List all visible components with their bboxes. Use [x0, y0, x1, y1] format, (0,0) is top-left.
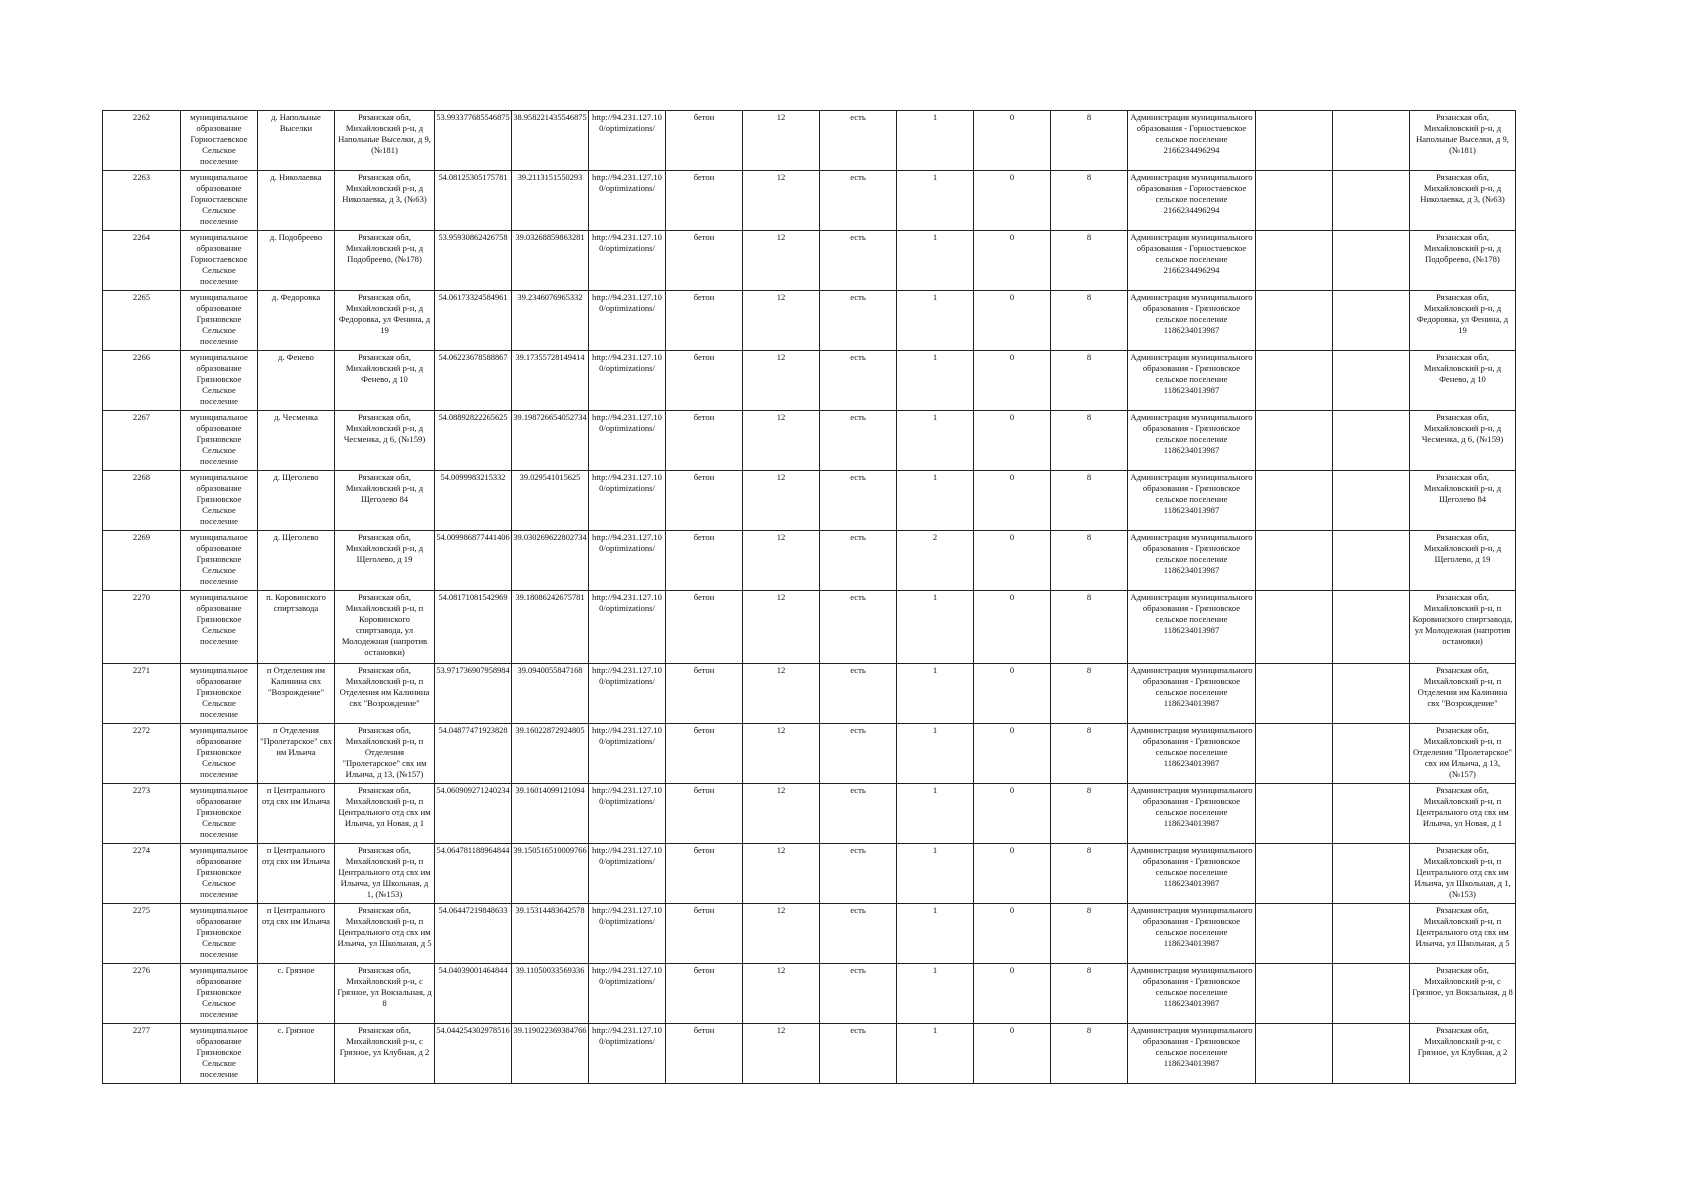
container-volume-cell: 8: [1051, 171, 1128, 231]
owner-cell: Администрация муниципального образования - Грязновское сельское поселение 1186234013987: [1128, 844, 1256, 904]
empty-cell-b: [1333, 904, 1410, 964]
latitude-cell: 54.06223678588867: [435, 351, 512, 411]
address-cell: Рязанская обл, Михайловский р-н, с Грязное, ул Вокзальная, д 8: [335, 964, 435, 1024]
map-link-cell: http://94.231.127.100/optimizations/: [589, 231, 666, 291]
address-cell: Рязанская обл, Михайловский р-н, с Грязное, ул Клубная, д 2: [335, 1024, 435, 1084]
container-count-cell: 1: [897, 844, 974, 904]
source-address-cell: Рязанская обл, Михайловский р-н, д Щеголево, д 19: [1410, 531, 1516, 591]
longitude-cell: 39.0940055847168: [512, 664, 589, 724]
fence-cell: есть: [820, 291, 897, 351]
settlement-cell: д. Напольные Выселки: [258, 111, 335, 171]
source-address-cell: Рязанская обл, Михайловский р-н, п Центрального отд свх им Ильича, ул Школьная, д 1, (№153): [1410, 844, 1516, 904]
municipality-cell: муниципальное образование Грязновское Сельское поселение: [181, 291, 258, 351]
map-link-cell: http://94.231.127.100/optimizations/: [589, 1024, 666, 1084]
empty-cell-b: [1333, 471, 1410, 531]
empty-cell-a: [1256, 964, 1333, 1024]
container-count-cell: 1: [897, 1024, 974, 1084]
address-cell: Рязанская обл, Михайловский р-н, п Коровинского спиртзавода, ул Молодежная (напротив остановки): [335, 591, 435, 664]
row-number-cell: 2272: [103, 724, 181, 784]
empty-cell-a: [1256, 844, 1333, 904]
container-planned-cell: 0: [974, 411, 1051, 471]
row-number-cell: 2273: [103, 784, 181, 844]
surface-material-cell: бетон: [666, 231, 743, 291]
row-number-cell: 2264: [103, 231, 181, 291]
container-count-cell: 1: [897, 904, 974, 964]
source-address-cell: Рязанская обл, Михайловский р-н, д Чесменка, д 6, (№159): [1410, 411, 1516, 471]
surface-material-cell: бетон: [666, 111, 743, 171]
longitude-cell: 39.2346076965332: [512, 291, 589, 351]
map-link-cell: http://94.231.127.100/optimizations/: [589, 964, 666, 1024]
empty-cell-b: [1333, 231, 1410, 291]
owner-cell: Администрация муниципального образования - Горностаевское сельское поселение 2166234496294: [1128, 231, 1256, 291]
latitude-cell: 54.08892822265625: [435, 411, 512, 471]
surface-material-cell: бетон: [666, 904, 743, 964]
empty-cell-a: [1256, 231, 1333, 291]
latitude-cell: 54.009986877441406: [435, 531, 512, 591]
table-row: [103, 904, 1516, 964]
surface-material-cell: бетон: [666, 964, 743, 1024]
address-cell: Рязанская обл, Михайловский р-н, д Щеголево, д 19: [335, 531, 435, 591]
table-row: [103, 664, 1516, 724]
fence-cell: есть: [820, 231, 897, 291]
municipality-cell: муниципальное образование Грязновское Сельское поселение: [181, 904, 258, 964]
container-volume-cell: 8: [1051, 411, 1128, 471]
empty-cell-a: [1256, 724, 1333, 784]
source-address-cell: Рязанская обл, Михайловский р-н, д Фенево, д 10: [1410, 351, 1516, 411]
settlement-cell: п Центрального отд свх им Ильича: [258, 784, 335, 844]
surface-material-cell: бетон: [666, 784, 743, 844]
owner-cell: Администрация муниципального образования - Грязновское сельское поселение 1186234013987: [1128, 351, 1256, 411]
map-link-cell: http://94.231.127.100/optimizations/: [589, 784, 666, 844]
latitude-cell: 54.044254302978516: [435, 1024, 512, 1084]
municipality-cell: муниципальное образование Грязновское Сельское поселение: [181, 591, 258, 664]
settlement-cell: д. Щеголево: [258, 471, 335, 531]
address-cell: Рязанская обл, Михайловский р-н, д Напольные Выселки, д 9, (№181): [335, 111, 435, 171]
table-row: [103, 291, 1516, 351]
fence-cell: есть: [820, 471, 897, 531]
container-count-cell: 1: [897, 231, 974, 291]
latitude-cell: 54.08171081542969: [435, 591, 512, 664]
longitude-cell: 39.18086242675781: [512, 591, 589, 664]
table-row: [103, 231, 1516, 291]
empty-cell-a: [1256, 904, 1333, 964]
municipality-cell: муниципальное образование Грязновское Сельское поселение: [181, 664, 258, 724]
municipality-cell: муниципальное образование Грязновское Сельское поселение: [181, 531, 258, 591]
owner-cell: Администрация муниципального образования - Грязновское сельское поселение 1186234013987: [1128, 291, 1256, 351]
container-volume-cell: 8: [1051, 231, 1128, 291]
source-address-cell: Рязанская обл, Михайловский р-н, п Отделения "Пролетарское" свх им Ильича, д 13, (№157): [1410, 724, 1516, 784]
longitude-cell: 39.03268859863281: [512, 231, 589, 291]
container-planned-cell: 0: [974, 904, 1051, 964]
empty-cell-a: [1256, 1024, 1333, 1084]
fence-cell: есть: [820, 591, 897, 664]
container-planned-cell: 0: [974, 111, 1051, 171]
container-count-cell: 1: [897, 724, 974, 784]
empty-cell-a: [1256, 471, 1333, 531]
settlement-cell: п Центрального отд свх им Ильича: [258, 844, 335, 904]
map-link-cell: http://94.231.127.100/optimizations/: [589, 531, 666, 591]
container-volume-cell: 8: [1051, 1024, 1128, 1084]
container-count-cell: 1: [897, 471, 974, 531]
settlement-cell: п. Коровинского спиртзавода: [258, 591, 335, 664]
map-link-cell: http://94.231.127.100/optimizations/: [589, 171, 666, 231]
row-number-cell: 2269: [103, 531, 181, 591]
container-planned-cell: 0: [974, 291, 1051, 351]
fence-cell: есть: [820, 171, 897, 231]
area-cell: 12: [743, 904, 820, 964]
row-number-cell: 2277: [103, 1024, 181, 1084]
container-volume-cell: 8: [1051, 664, 1128, 724]
latitude-cell: 54.08125305175781: [435, 171, 512, 231]
table-row: [103, 844, 1516, 904]
empty-cell-b: [1333, 784, 1410, 844]
latitude-cell: 54.04039001464844: [435, 964, 512, 1024]
owner-cell: Администрация муниципального образования - Грязновское сельское поселение 1186234013987: [1128, 724, 1256, 784]
table-body: [103, 111, 1516, 1084]
address-cell: Рязанская обл, Михайловский р-н, д Николаевка, д 3, (№63): [335, 171, 435, 231]
latitude-cell: 53.971736907958984: [435, 664, 512, 724]
longitude-cell: 39.030269622802734: [512, 531, 589, 591]
empty-cell-b: [1333, 531, 1410, 591]
row-number-cell: 2276: [103, 964, 181, 1024]
longitude-cell: 39.198726654052734: [512, 411, 589, 471]
surface-material-cell: бетон: [666, 724, 743, 784]
empty-cell-b: [1333, 664, 1410, 724]
longitude-cell: 39.2113151550293: [512, 171, 589, 231]
area-cell: 12: [743, 964, 820, 1024]
table-row: [103, 964, 1516, 1024]
area-cell: 12: [743, 111, 820, 171]
container-planned-cell: 0: [974, 964, 1051, 1024]
settlement-cell: с. Грязное: [258, 964, 335, 1024]
fence-cell: есть: [820, 531, 897, 591]
area-cell: 12: [743, 784, 820, 844]
fence-cell: есть: [820, 1024, 897, 1084]
longitude-cell: 39.029541015625: [512, 471, 589, 531]
address-cell: Рязанская обл, Михайловский р-н, д Фенево, д 10: [335, 351, 435, 411]
source-address-cell: Рязанская обл, Михайловский р-н, д Федоровка, ул Фенина, д 19: [1410, 291, 1516, 351]
table-row: [103, 171, 1516, 231]
owner-cell: Администрация муниципального образования - Грязновское сельское поселение 1186234013987: [1128, 591, 1256, 664]
surface-material-cell: бетон: [666, 351, 743, 411]
empty-cell-b: [1333, 964, 1410, 1024]
map-link-cell: http://94.231.127.100/optimizations/: [589, 291, 666, 351]
map-link-cell: http://94.231.127.100/optimizations/: [589, 351, 666, 411]
empty-cell-b: [1333, 1024, 1410, 1084]
surface-material-cell: бетон: [666, 844, 743, 904]
empty-cell-b: [1333, 844, 1410, 904]
municipality-cell: муниципальное образование Грязновское Сельское поселение: [181, 724, 258, 784]
table-row: [103, 591, 1516, 664]
fence-cell: есть: [820, 904, 897, 964]
owner-cell: Администрация муниципального образования - Грязновское сельское поселение 1186234013987: [1128, 1024, 1256, 1084]
empty-cell-a: [1256, 591, 1333, 664]
surface-material-cell: бетон: [666, 1024, 743, 1084]
area-cell: 12: [743, 231, 820, 291]
container-volume-cell: 8: [1051, 351, 1128, 411]
municipality-cell: муниципальное образование Грязновское Сельское поселение: [181, 351, 258, 411]
municipality-cell: муниципальное образование Грязновское Сельское поселение: [181, 411, 258, 471]
source-address-cell: Рязанская обл, Михайловский р-н, п Центрального отд свх им Ильича, ул Школьная, д 5: [1410, 904, 1516, 964]
empty-cell-b: [1333, 351, 1410, 411]
settlement-cell: д. Щеголево: [258, 531, 335, 591]
table-row: [103, 111, 1516, 171]
owner-cell: Администрация муниципального образования - Горностаевское сельское поселение 2166234496294: [1128, 111, 1256, 171]
container-planned-cell: 0: [974, 1024, 1051, 1084]
fence-cell: есть: [820, 784, 897, 844]
map-link-cell: http://94.231.127.100/optimizations/: [589, 904, 666, 964]
municipality-cell: муниципальное образование Грязновское Сельское поселение: [181, 784, 258, 844]
longitude-cell: 39.16022872924805: [512, 724, 589, 784]
empty-cell-b: [1333, 171, 1410, 231]
container-count-cell: 1: [897, 291, 974, 351]
latitude-cell: 54.064781188964844: [435, 844, 512, 904]
area-cell: 12: [743, 351, 820, 411]
container-count-cell: 1: [897, 351, 974, 411]
area-cell: 12: [743, 844, 820, 904]
row-number-cell: 2267: [103, 411, 181, 471]
empty-cell-a: [1256, 411, 1333, 471]
container-volume-cell: 8: [1051, 471, 1128, 531]
settlement-cell: д. Чесменка: [258, 411, 335, 471]
fence-cell: есть: [820, 411, 897, 471]
owner-cell: Администрация муниципального образования - Грязновское сельское поселение 1186234013987: [1128, 904, 1256, 964]
container-count-cell: 1: [897, 411, 974, 471]
container-count-cell: 1: [897, 964, 974, 1024]
area-cell: 12: [743, 1024, 820, 1084]
container-volume-cell: 8: [1051, 964, 1128, 1024]
table-row: [103, 351, 1516, 411]
longitude-cell: 39.119022369384766: [512, 1024, 589, 1084]
container-volume-cell: 8: [1051, 531, 1128, 591]
source-address-cell: Рязанская обл, Михайловский р-н, п Отделения им Калинина свх "Возрождение": [1410, 664, 1516, 724]
address-cell: Рязанская обл, Михайловский р-н, д Федоровка, ул Фенина, д 19: [335, 291, 435, 351]
address-cell: Рязанская обл, Михайловский р-н, п Центрального отд свх им Ильича, ул Школьная, д 5: [335, 904, 435, 964]
container-planned-cell: 0: [974, 664, 1051, 724]
row-number-cell: 2274: [103, 844, 181, 904]
area-cell: 12: [743, 171, 820, 231]
address-cell: Рязанская обл, Михайловский р-н, д Щеголево 84: [335, 471, 435, 531]
address-cell: Рязанская обл, Михайловский р-н, п Отделения "Пролетарское" свх им Ильича, д 13, (№157): [335, 724, 435, 784]
empty-cell-a: [1256, 171, 1333, 231]
empty-cell-a: [1256, 664, 1333, 724]
container-volume-cell: 8: [1051, 291, 1128, 351]
latitude-cell: 54.060909271240234: [435, 784, 512, 844]
source-address-cell: Рязанская обл, Михайловский р-н, д Николаевка, д 3, (№63): [1410, 171, 1516, 231]
municipality-cell: муниципальное образование Грязновское Сельское поселение: [181, 471, 258, 531]
container-volume-cell: 8: [1051, 784, 1128, 844]
map-link-cell: http://94.231.127.100/optimizations/: [589, 471, 666, 531]
empty-cell-b: [1333, 291, 1410, 351]
container-count-cell: 1: [897, 111, 974, 171]
table-row: [103, 1024, 1516, 1084]
longitude-cell: 39.16014099121094: [512, 784, 589, 844]
fence-cell: есть: [820, 844, 897, 904]
source-address-cell: Рязанская обл, Михайловский р-н, п Центрального отд свх им Ильича, ул Новая, д 1: [1410, 784, 1516, 844]
table-row: [103, 471, 1516, 531]
container-planned-cell: 0: [974, 351, 1051, 411]
empty-cell-a: [1256, 111, 1333, 171]
empty-cell-a: [1256, 291, 1333, 351]
longitude-cell: 39.11050033569336: [512, 964, 589, 1024]
empty-cell-b: [1333, 411, 1410, 471]
surface-material-cell: бетон: [666, 171, 743, 231]
area-cell: 12: [743, 591, 820, 664]
surface-material-cell: бетон: [666, 531, 743, 591]
owner-cell: Администрация муниципального образования - Грязновское сельское поселение 1186234013987: [1128, 471, 1256, 531]
latitude-cell: 53.993377685546875: [435, 111, 512, 171]
settlement-cell: с. Грязное: [258, 1024, 335, 1084]
address-cell: Рязанская обл, Михайловский р-н, п Отделения им Калинина свх "Возрождение": [335, 664, 435, 724]
empty-cell-b: [1333, 591, 1410, 664]
empty-cell-a: [1256, 531, 1333, 591]
settlement-cell: п Отделения "Пролетарское" свх им Ильича: [258, 724, 335, 784]
municipality-cell: муниципальное образование Грязновское Сельское поселение: [181, 844, 258, 904]
latitude-cell: 54.0099983215332: [435, 471, 512, 531]
container-planned-cell: 0: [974, 171, 1051, 231]
fence-cell: есть: [820, 724, 897, 784]
map-link-cell: http://94.231.127.100/optimizations/: [589, 724, 666, 784]
container-volume-cell: 8: [1051, 904, 1128, 964]
container-count-cell: 1: [897, 784, 974, 844]
municipality-cell: муниципальное образование Горностаевское Сельское поселение: [181, 231, 258, 291]
source-address-cell: Рязанская обл, Михайловский р-н, д Напольные Выселки, д 9, (№181): [1410, 111, 1516, 171]
surface-material-cell: бетон: [666, 291, 743, 351]
longitude-cell: 38.958221435546875: [512, 111, 589, 171]
row-number-cell: 2270: [103, 591, 181, 664]
source-address-cell: Рязанская обл, Михайловский р-н, с Грязное, ул Клубная, д 2: [1410, 1024, 1516, 1084]
latitude-cell: 54.06173324584961: [435, 291, 512, 351]
area-cell: 12: [743, 531, 820, 591]
municipality-cell: муниципальное образование Горностаевское Сельское поселение: [181, 171, 258, 231]
container-volume-cell: 8: [1051, 724, 1128, 784]
address-cell: Рязанская обл, Михайловский р-н, п Центрального отд свх им Ильича, ул Школьная, д 1, (№153): [335, 844, 435, 904]
map-link-cell: http://94.231.127.100/optimizations/: [589, 411, 666, 471]
surface-material-cell: бетон: [666, 664, 743, 724]
row-number-cell: 2265: [103, 291, 181, 351]
container-count-cell: 1: [897, 591, 974, 664]
area-cell: 12: [743, 724, 820, 784]
source-address-cell: Рязанская обл, Михайловский р-н, д Щеголево 84: [1410, 471, 1516, 531]
empty-cell-b: [1333, 724, 1410, 784]
container-planned-cell: 0: [974, 724, 1051, 784]
latitude-cell: 54.04877471923828: [435, 724, 512, 784]
municipality-cell: муниципальное образование Грязновское Сельское поселение: [181, 964, 258, 1024]
container-count-cell: 1: [897, 171, 974, 231]
source-address-cell: Рязанская обл, Михайловский р-н, п Коровинского спиртзавода, ул Молодежная (напротив остановки): [1410, 591, 1516, 664]
settlement-cell: п Центрального отд свх им Ильича: [258, 904, 335, 964]
owner-cell: Администрация муниципального образования - Грязновское сельское поселение 1186234013987: [1128, 411, 1256, 471]
owner-cell: Администрация муниципального образования - Грязновское сельское поселение 1186234013987: [1128, 784, 1256, 844]
owner-cell: Администрация муниципального образования - Горностаевское сельское поселение 2166234496294: [1128, 171, 1256, 231]
address-cell: Рязанская обл, Михайловский р-н, д Подобреево, (№178): [335, 231, 435, 291]
fence-cell: есть: [820, 664, 897, 724]
row-number-cell: 2266: [103, 351, 181, 411]
container-volume-cell: 8: [1051, 591, 1128, 664]
row-number-cell: 2275: [103, 904, 181, 964]
container-count-cell: 1: [897, 664, 974, 724]
settlement-cell: п Отделения им Калинина свх "Возрождение": [258, 664, 335, 724]
fence-cell: есть: [820, 964, 897, 1024]
container-planned-cell: 0: [974, 591, 1051, 664]
container-planned-cell: 0: [974, 231, 1051, 291]
row-number-cell: 2262: [103, 111, 181, 171]
area-cell: 12: [743, 471, 820, 531]
address-cell: Рязанская обл, Михайловский р-н, п Центрального отд свх им Ильича, ул Новая, д 1: [335, 784, 435, 844]
map-link-cell: http://94.231.127.100/optimizations/: [589, 591, 666, 664]
surface-material-cell: бетон: [666, 591, 743, 664]
table-row: [103, 724, 1516, 784]
latitude-cell: 54.06447219848633: [435, 904, 512, 964]
container-planned-cell: 0: [974, 531, 1051, 591]
area-cell: 12: [743, 411, 820, 471]
latitude-cell: 53.95930862426758: [435, 231, 512, 291]
table-row: [103, 411, 1516, 471]
longitude-cell: 39.17355728149414: [512, 351, 589, 411]
longitude-cell: 39.15314483642578: [512, 904, 589, 964]
container-count-cell: 2: [897, 531, 974, 591]
row-number-cell: 2263: [103, 171, 181, 231]
container-planned-cell: 0: [974, 784, 1051, 844]
container-sites-table: [102, 110, 1516, 1084]
surface-material-cell: бетон: [666, 411, 743, 471]
municipality-cell: муниципальное образование Грязновское Сельское поселение: [181, 1024, 258, 1084]
fence-cell: есть: [820, 351, 897, 411]
container-planned-cell: 0: [974, 471, 1051, 531]
fence-cell: есть: [820, 111, 897, 171]
longitude-cell: 39.150516510009766: [512, 844, 589, 904]
row-number-cell: 2268: [103, 471, 181, 531]
map-link-cell: http://94.231.127.100/optimizations/: [589, 111, 666, 171]
settlement-cell: д. Фенево: [258, 351, 335, 411]
container-volume-cell: 8: [1051, 111, 1128, 171]
empty-cell-a: [1256, 784, 1333, 844]
settlement-cell: д. Федоровка: [258, 291, 335, 351]
owner-cell: Администрация муниципального образования - Грязновское сельское поселение 1186234013987: [1128, 964, 1256, 1024]
map-link-cell: http://94.231.127.100/optimizations/: [589, 664, 666, 724]
container-planned-cell: 0: [974, 844, 1051, 904]
address-cell: Рязанская обл, Михайловский р-н, д Чесменка, д 6, (№159): [335, 411, 435, 471]
container-volume-cell: 8: [1051, 844, 1128, 904]
area-cell: 12: [743, 664, 820, 724]
source-address-cell: Рязанская обл, Михайловский р-н, д Подобреево, (№178): [1410, 231, 1516, 291]
row-number-cell: 2271: [103, 664, 181, 724]
area-cell: 12: [743, 291, 820, 351]
surface-material-cell: бетон: [666, 471, 743, 531]
settlement-cell: д. Подобреево: [258, 231, 335, 291]
empty-cell-b: [1333, 111, 1410, 171]
map-link-cell: http://94.231.127.100/optimizations/: [589, 844, 666, 904]
owner-cell: Администрация муниципального образования - Грязновское сельское поселение 1186234013987: [1128, 664, 1256, 724]
table-row: [103, 531, 1516, 591]
owner-cell: Администрация муниципального образования - Грязновское сельское поселение 1186234013987: [1128, 531, 1256, 591]
empty-cell-a: [1256, 351, 1333, 411]
municipality-cell: муниципальное образование Горностаевское Сельское поселение: [181, 111, 258, 171]
source-address-cell: Рязанская обл, Михайловский р-н, с Грязное, ул Вокзальная, д 8: [1410, 964, 1516, 1024]
table-row: [103, 784, 1516, 844]
settlement-cell: д. Николаевка: [258, 171, 335, 231]
